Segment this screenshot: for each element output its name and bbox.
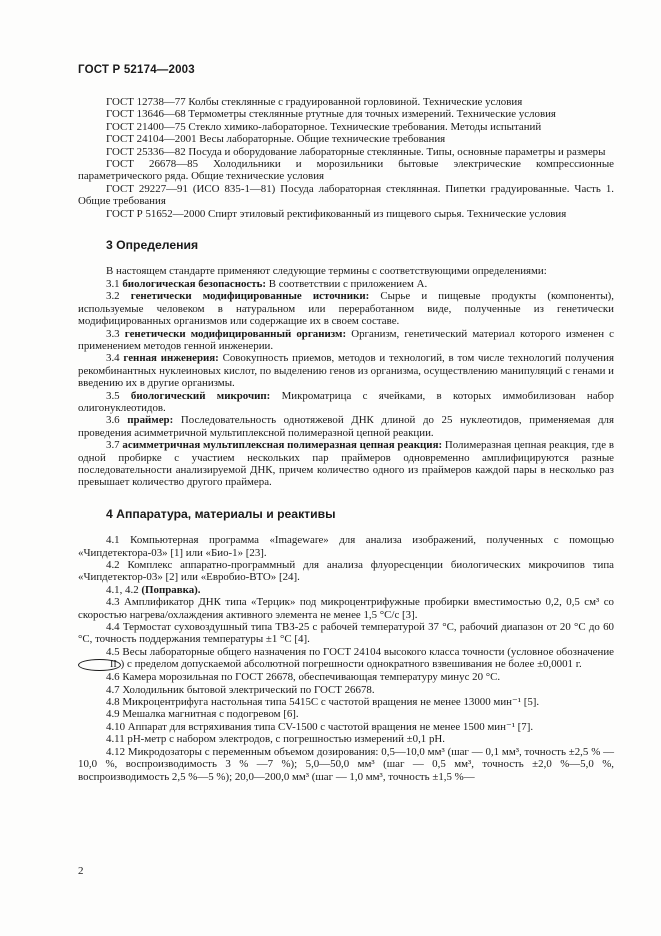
definition-text: Полимеразная цепная реакция, где в одной пробирке с участием нескольких пар праймеров одновременно амплифицируются разные последовательности анализируемой ДНК, причем количество одного из праймеров каждой пары в несколько раз превышает количество другого праймера. [78,439,614,489]
definition-3-1 [78,278,614,290]
section-4-heading: 4 Аппаратура, материалы и реактивы [106,506,336,521]
definition-number: 3.5 [106,389,120,402]
definition-3-7 [78,439,614,489]
item-4-6: 4.6 Камера морозильная по ГОСТ 26678, обеспечивающая температуру минус 20 °С. [106,671,501,684]
definition-term: праймер: [127,414,174,427]
item-4-1: 4.1 Компьютерная программа «Imageware» для анализа изображений, полученных с помощью «Чипдетектора-03» [1] или «Био-1» [23]. [78,534,614,559]
definition-text: Последовательность однотяжевой ДНК длиной до 25 нуклеотидов, применяемая для проведения асимметричной мультиплексной полимеразной цепной реакции. [78,414,614,439]
ref-gost-51652: ГОСТ Р 51652—2000 Спирт этиловый ректификованный из пищевого сырья. Технические условия [106,207,567,220]
amendment-number: 4.1, 4.2 [106,583,139,596]
ref-gost-13646: ГОСТ 13646—68 Термометры стеклянные ртутные для точных измерений. Технические условия [106,108,556,121]
accuracy-class-mark: II [78,659,121,671]
section-3-intro: В настоящем стандарте применяют следующие термины с соответствующими определениями: [106,265,547,278]
amendment-note: (Поправка). [141,583,201,596]
definition-number: 3.6 [106,414,120,427]
item-4-5 [78,646,614,671]
definition-3-5 [78,390,614,415]
definition-number: 3.7 [106,439,120,452]
definition-text: Сырье и пищевые продукты (компоненты), используемые человеком в натуральном или переработанном виде, полученные из генетически модифицированных организмов или содержащие их в своем составе. [78,290,615,328]
definition-3-2 [78,290,614,327]
item-4-3: 4.3 Амплификатор ДНК типа «Терцик» под микроцентрифужные пробирки вместимостью 0,2, 0,5 см³ со скоростью нагрева/охлаждения активного элемента не менее 1,5 °С/с [3]. [78,596,614,621]
ref-gost-26678: ГОСТ 26678—85 Холодильники и морозильники бытовые электрические компрессионные параметрического ряда. Общие технические условия [78,158,614,183]
definition-term: генетически модифицированные источники: [130,290,370,303]
definition-text: В соответствии с приложением А. [268,277,428,290]
page-header: ГОСТ Р 52174—2003 [78,64,195,76]
definition-3-4 [78,352,614,389]
item-4-9: 4.9 Мешалка магнитная с подогревом [6]. [106,708,299,721]
definition-3-3 [78,328,614,353]
definition-text: Совокупность приемов, методов и технологий, в том числе технологий получения рекомбинантных нуклеиновых кислот, по выделению генов из организма, осуществлению манипуляций с генами и введению их в другие организмы. [78,352,614,390]
definition-term: биологический микрочип: [130,389,271,402]
definition-term: асимметричная мультиплексная полимеразная цепная реакция: [122,439,443,452]
item-4-1-4-2-amendment [78,584,614,596]
definition-3-6 [78,414,614,439]
item-4-12: 4.12 Микродозаторы с переменным объемом дозирования: 0,5—10,0 мм³ (шаг — 0,1 мм³, точность ±2,5 % — 10,0 %, воспроизводимость 3 % —7 %); 5,0—50,0 мм³ (шаг — 0,5 мм³, точность ±2,0 %—5,0 %, воспроизводимость 2,5 %—5 %); 20,0—200,0 мм³ (шаг — 1,0 мм³, точность ±1,5 %— [78,745,614,783]
item-4-10: 4.10 Аппарат для встряхивания типа CV-1500 с частотой вращения не менее 1500 мин⁻¹ [7]. [106,720,534,733]
page-number: 2 [78,865,84,877]
ref-gost-21400: ГОСТ 21400—75 Стекло химико-лабораторное. Технические требования. Методы испытаний [106,120,542,133]
item-4-11: 4.11 рН-метр с набором электродов, с погрешностью измерений ±0,1 рН. [106,733,445,746]
definition-number: 3.2 [106,290,120,303]
item-4-2: 4.2 Комплекс аппаратно-программный для анализа флуоресценции биологических микрочипов типа «Чипдетектор-03» [2] или «Евробио-ВТО» [24]. [78,559,614,584]
item-4-5-text: 4.5 Весы лабораторные общего назначения по ГОСТ 24104 высокого класса точности (условное обозначение [106,645,614,658]
section-3-heading: 3 Определения [106,238,199,253]
definition-text: Организм, генетический материал которого изменен с применением методов генной инженерии. [78,327,615,352]
ref-gost-29227: ГОСТ 29227—91 (ИСО 835-1—81) Посуда лабораторная стеклянная. Пипетки градуированные. Часть 1. Общие требования [78,182,614,208]
document-body [78,96,614,783]
definition-term: генетически модифицированный организм: [124,327,347,340]
definition-term: биологическая безопасность: [122,277,267,290]
ref-gost-12738: ГОСТ 12738—77 Колбы стеклянные с градуированной горловиной. Технические условия [106,96,523,108]
definition-number: 3.1 [106,277,120,290]
ref-gost-25336: ГОСТ 25336—82 Посуда и оборудование лабораторные стеклянные. Типы, основные параметры и размеры [106,145,606,158]
definition-term: генная инженерия: [123,352,219,365]
item-4-4: 4.4 Термостат суховоздушный типа ТВЗ-25 с рабочей температурой 37 °С, рабочий диапазон от 20 °С до 60 °С, точность поддержания температуры ±1 °С [4]. [78,621,614,646]
item-4-5-tail: ) с пределом допускаемой абсолютной погрешности однократного взвешивания не более ±0,0001 г. [120,658,582,671]
definition-number: 3.4 [106,352,120,365]
item-4-8: 4.8 Микроцентрифуга настольная типа 5415С с частотой вращения не менее 13000 мин⁻¹ [5]. [106,696,540,709]
definition-text: Микроматрица с ячейками, в которых иммобилизован набор олигонуклеотидов. [78,389,614,414]
item-4-7: 4.7 Холодильник бытовой электрический по ГОСТ 26678. [106,683,375,696]
ref-gost-24104: ГОСТ 24104—2001 Весы лабораторные. Общие технические требования [106,133,446,146]
definition-number: 3.3 [106,327,120,340]
